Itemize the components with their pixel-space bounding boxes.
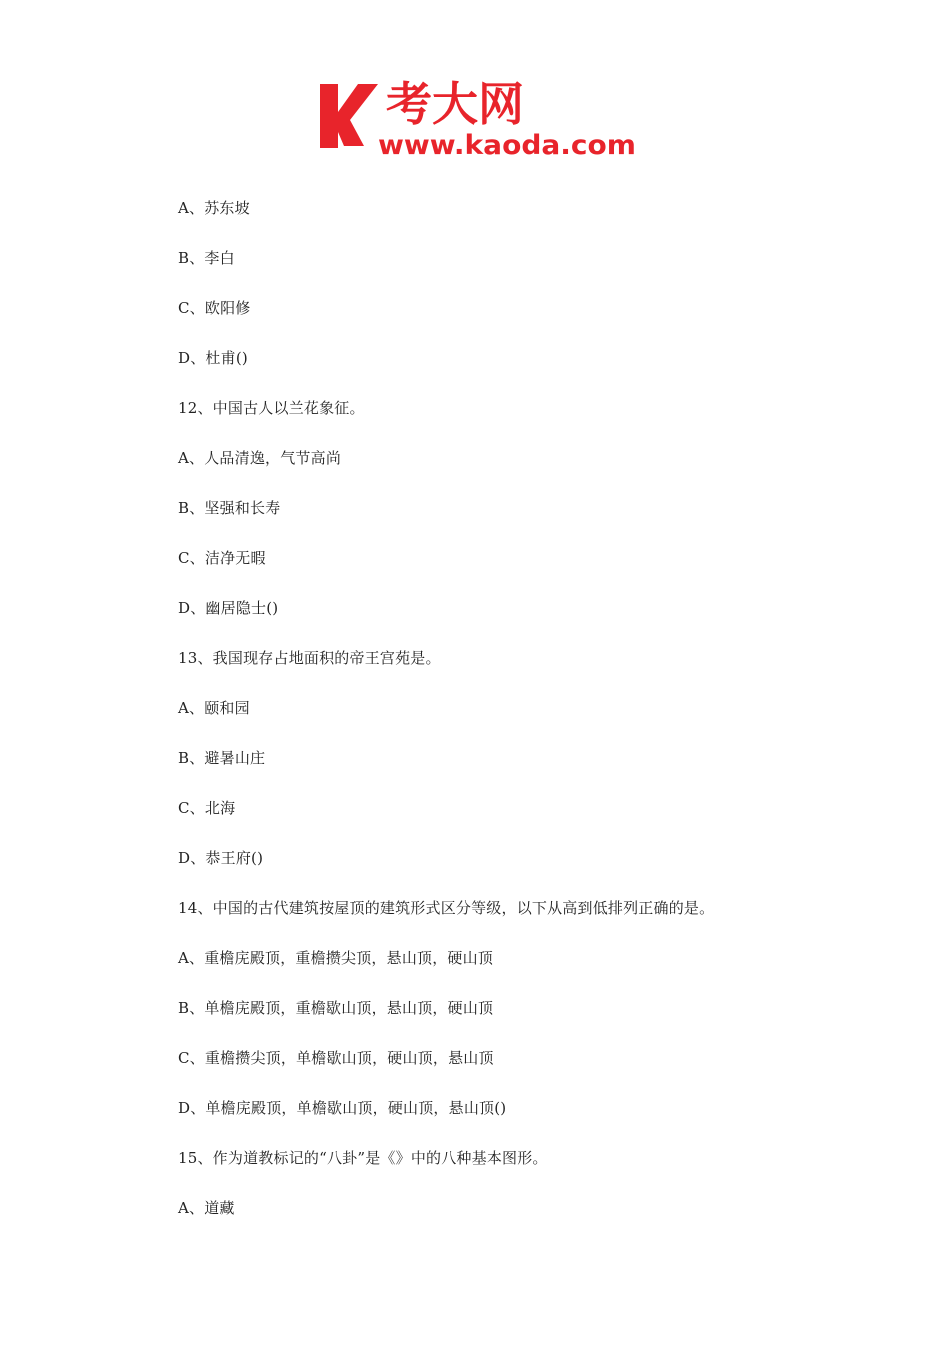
option-line: B、李白 bbox=[178, 249, 235, 267]
option-line: A、人品清逸，气节高尚 bbox=[178, 449, 342, 467]
option-line: A、颐和园 bbox=[178, 699, 250, 717]
question-line: 13、我国现存占地面积的帝王宫苑是。 bbox=[178, 649, 441, 667]
option-line: D、杜甫() bbox=[178, 349, 248, 367]
logo-k-mark bbox=[320, 84, 378, 148]
option-line: D、单檐庑殿顶，单檐歇山顶，硬山顶，悬山顶() bbox=[178, 1099, 507, 1117]
option-line: B、坚强和长寿 bbox=[178, 499, 281, 517]
option-line: B、单檐庑殿顶，重檐歇山顶，悬山顶，硬山顶 bbox=[178, 999, 494, 1017]
logo-url-text: www.kaoda.com bbox=[378, 130, 636, 160]
option-line: A、道藏 bbox=[178, 1199, 235, 1217]
option-line: D、恭王府() bbox=[178, 849, 264, 867]
option-line: C、北海 bbox=[178, 799, 236, 817]
question-list bbox=[178, 198, 878, 1248]
option-line: C、欧阳修 bbox=[178, 299, 251, 317]
option-line: C、洁净无暇 bbox=[178, 549, 266, 567]
kaoda-logo-graphic bbox=[318, 76, 638, 160]
option-line: D、幽居隐士() bbox=[178, 599, 279, 617]
question-line: 14、中国的古代建筑按屋顶的建筑形式区分等级，以下从高到低排列正确的是。 bbox=[178, 899, 715, 917]
question-line: 15、作为道教标记的“八卦”是《》中的八种基本图形。 bbox=[178, 1149, 548, 1167]
option-line: C、重檐攒尖顶，单檐歇山顶，硬山顶，悬山顶 bbox=[178, 1049, 494, 1067]
kaoda-logo bbox=[318, 76, 638, 160]
question-line: 12、中国古人以兰花象征。 bbox=[178, 399, 365, 417]
logo-brand-text: 考大网 bbox=[386, 77, 524, 131]
option-line: A、重檐庑殿顶，重檐攒尖顶，悬山顶，硬山顶 bbox=[178, 949, 494, 967]
option-line: B、避暑山庄 bbox=[178, 749, 266, 767]
option-line: A、苏东坡 bbox=[178, 199, 250, 217]
